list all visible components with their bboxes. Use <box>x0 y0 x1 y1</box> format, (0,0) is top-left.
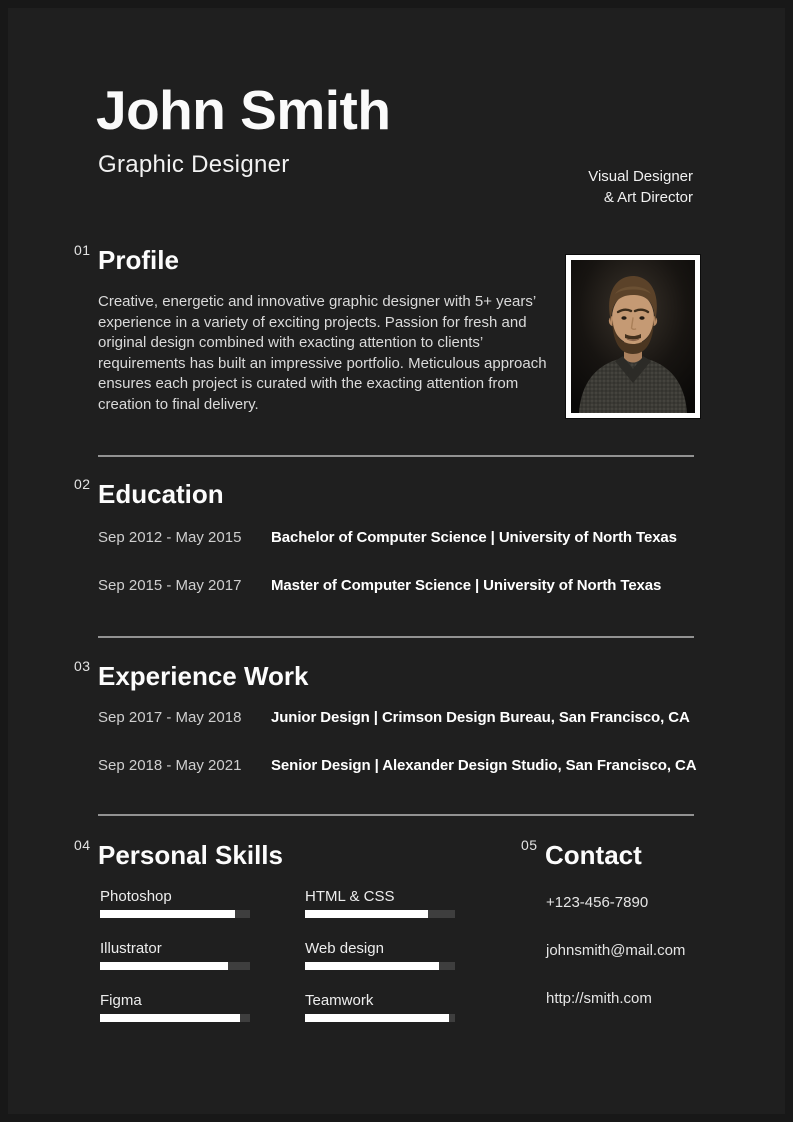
education-description: Master of Computer Science | University of North Texas <box>271 577 662 594</box>
skill-item <box>305 940 465 970</box>
skill-label: Figma <box>100 992 142 1009</box>
experience-section-title: Experience Work <box>98 661 309 691</box>
profile-section-number: 01 <box>74 242 91 258</box>
person-name: John Smith <box>96 79 391 141</box>
education-section-number: 02 <box>74 476 91 492</box>
skill-bar <box>305 962 455 970</box>
experience-section-number: 03 <box>74 658 91 674</box>
tagline-line-1: Visual Designer <box>588 168 693 185</box>
skill-label: Teamwork <box>305 992 374 1009</box>
skill-item <box>100 940 260 970</box>
skill-item <box>305 992 465 1022</box>
education-dates: Sep 2015 - May 2017 <box>98 577 242 594</box>
contact-phone: +123-456-7890 <box>546 894 649 911</box>
skill-item <box>305 888 465 918</box>
profile-photo <box>566 255 700 418</box>
skill-bar <box>305 1014 455 1022</box>
person-tagline <box>588 166 693 208</box>
education-description: Bachelor of Computer Science | University of North Texas <box>271 529 677 546</box>
contact-email: johnsmith@mail.com <box>546 942 686 959</box>
contact-list <box>546 894 685 1038</box>
skill-bar-fill <box>305 910 428 918</box>
skill-bar-fill <box>305 962 439 970</box>
skill-item <box>100 992 260 1022</box>
experience-dates: Sep 2017 - May 2018 <box>98 709 242 726</box>
skill-bar-fill <box>305 1014 449 1022</box>
section-divider <box>98 814 694 816</box>
skill-item <box>100 888 260 918</box>
skills-section-number: 04 <box>74 837 91 853</box>
skill-label: Illustrator <box>100 940 162 957</box>
skills-column-right <box>305 888 465 1044</box>
skill-bar <box>100 962 250 970</box>
skill-bar <box>100 910 250 918</box>
section-divider <box>98 636 694 638</box>
experience-dates: Sep 2018 - May 2021 <box>98 757 242 774</box>
contact-website: http://smith.com <box>546 990 652 1007</box>
education-dates: Sep 2012 - May 2015 <box>98 529 242 546</box>
skill-label: HTML & CSS <box>305 888 395 905</box>
experience-row <box>98 757 738 774</box>
tagline-line-2: & Art Director <box>603 189 693 206</box>
section-divider <box>98 455 694 457</box>
skills-section-title: Personal Skills <box>98 840 283 870</box>
experience-description: Senior Design | Alexander Design Studio, San Francisco, CA <box>271 757 697 774</box>
skills-column-left <box>100 888 260 1044</box>
skill-bar-fill <box>100 1014 240 1022</box>
profile-section-title: Profile <box>98 245 179 275</box>
profile-text: Creative, energetic and innovative graphic designer with 5+ years’ experience in a variety of exciting projects. Passion for fresh and original design combined with exacting attention to clients’ requirements has built an impressive portfolio. Meticulous approach ensures each project is curated with the exacting attention from creation to final delivery. <box>98 293 547 413</box>
experience-description: Junior Design | Crimson Design Bureau, San Francisco, CA <box>271 709 690 726</box>
skill-bar-fill <box>100 910 235 918</box>
skill-bar <box>305 910 455 918</box>
portrait-illustration <box>571 260 695 413</box>
education-row <box>98 529 738 546</box>
skill-bar <box>100 1014 250 1022</box>
education-section-title: Education <box>98 479 224 509</box>
skill-bar-fill <box>100 962 228 970</box>
skill-label: Web design <box>305 940 384 957</box>
experience-row <box>98 709 738 726</box>
education-row <box>98 577 738 594</box>
skill-label: Photoshop <box>100 888 172 905</box>
person-role: Graphic Designer <box>98 151 290 178</box>
contact-section-title: Contact <box>545 840 642 870</box>
contact-section-number: 05 <box>521 837 538 853</box>
